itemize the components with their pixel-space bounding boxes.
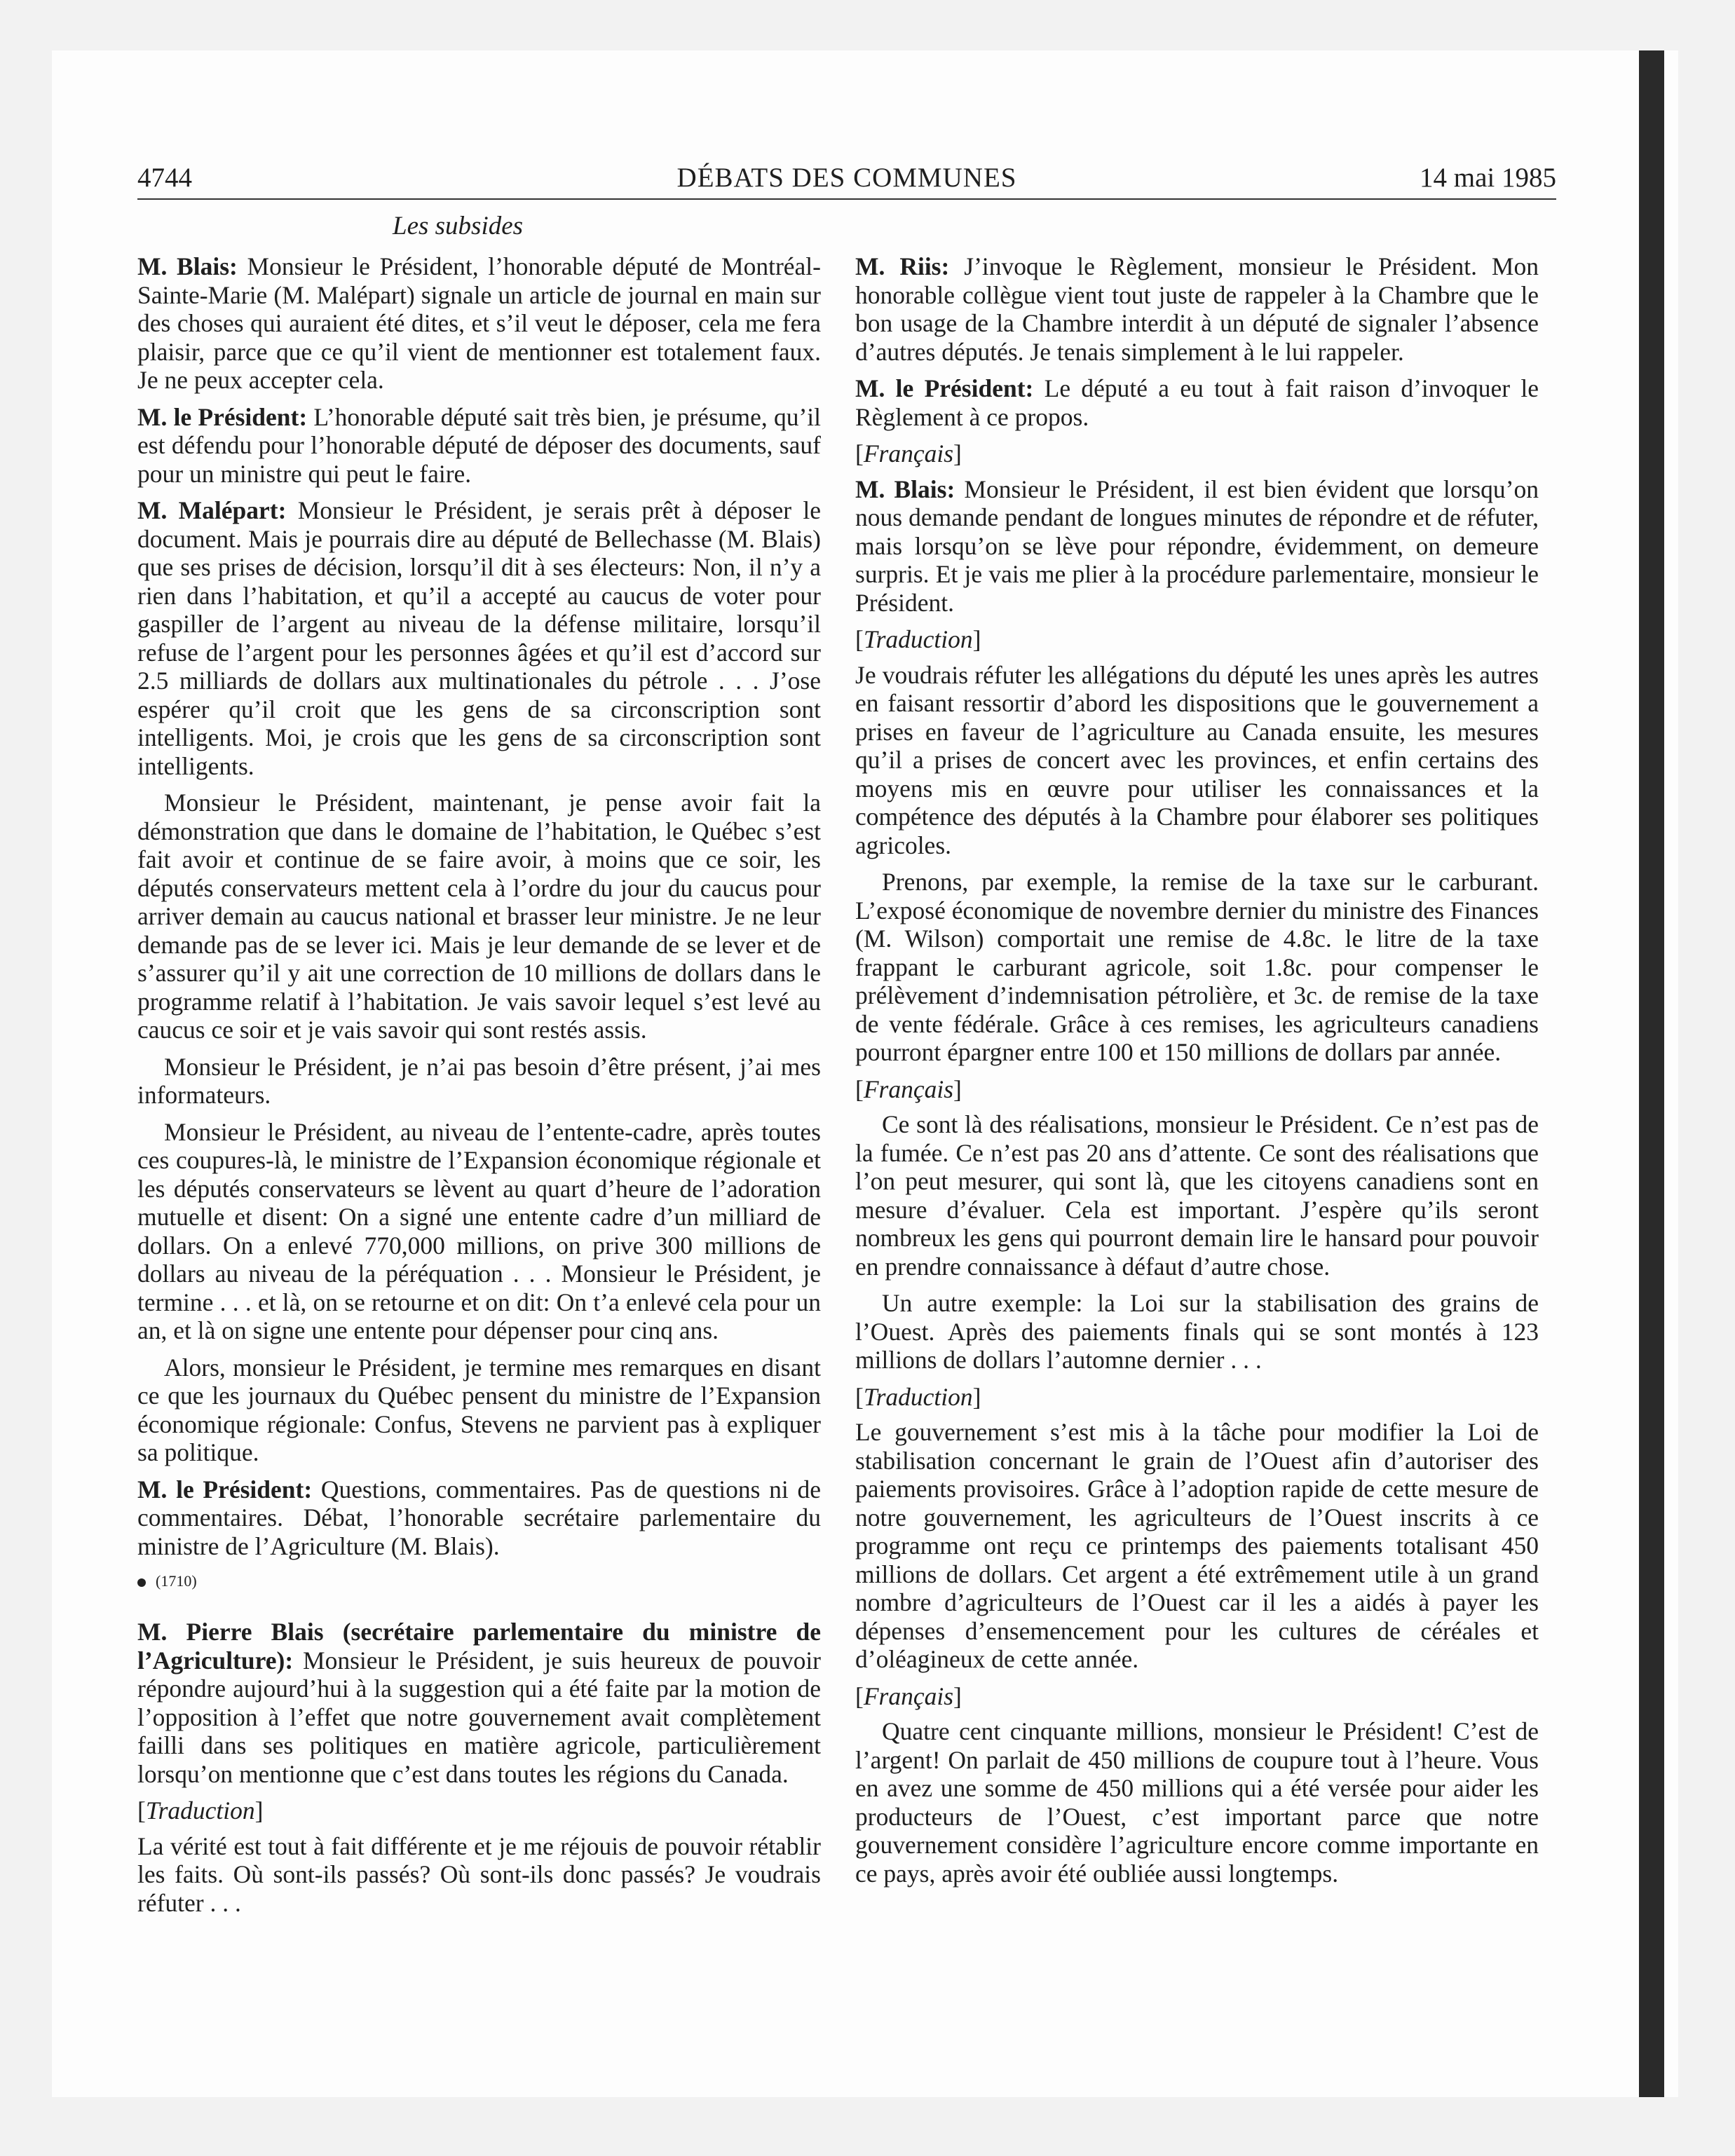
speaker-name: M. Malépart: [137, 496, 287, 524]
paragraph [137, 252, 821, 395]
language-tag-text: Traduction [863, 625, 973, 653]
speech-text: J’invoque le Règlement, monsieur le Président. Mon honorable collègue vient tout juste de rappeler à la Chambre que le bon usage de la Chambre interdit à un député de signaler l’absence d’autres députés. Je tenais simplement à le lui rappeler. [855, 252, 1539, 366]
paragraph: Un autre exemple: la Loi sur la stabilisation des grains de l’Ouest. Après des paiements finals qui se sont montés à 123 millions de dollars l’automne dernier . . . [855, 1289, 1539, 1374]
speech-text: Le député a eu tout à fait raison d’invoquer le Règlement à ce propos. [855, 374, 1539, 431]
speaker-name: M. Blais: [855, 475, 955, 503]
language-tag: [Traduction] [855, 625, 981, 653]
page-number: 4744 [137, 163, 192, 193]
paragraph: Monsieur le Président, je n’ai pas besoin d’être présent, j’ai mes informateurs. [137, 1052, 821, 1109]
language-tag-text: Français [863, 439, 954, 468]
time-marker-text: (1710) [156, 1572, 197, 1590]
speaker-name: M. le Président: [137, 402, 308, 431]
paragraph: Je voudrais réfuter les allégations du député les unes après les autres en faisant ressortir d’abord les dispositions que le gouvernement a prises en faveur de l’agriculture au Canada ensuite, les mesures qu’il a prises de concert avec les provinces, et enfin certains des moyens mis en œuvre pour utiliser les connaissances et la compétence des députés à la Chambre pour élaborer ses politiques agricoles. [855, 660, 1539, 859]
paragraph [855, 374, 1539, 431]
section-subtitle: Les subsides [393, 212, 524, 240]
language-tag-text: Français [863, 1074, 954, 1103]
language-tag: [Traduction] [137, 1796, 264, 1824]
speech-text: Monsieur le Président, l’honorable député de Montréal-Sainte-Marie (M. Malépart) signale un article de journal en main sur des choses qui auraient été dites, et s’il veut le déposer, cela me fera plaisir, parce que ce qu’il vient de mentionner est totalement faux. Je ne peux accepter cela. [137, 252, 821, 394]
language-tag: [Traduction] [855, 1382, 981, 1411]
paragraph: Alors, monsieur le Président, je termine mes remarques en disant ce que les journaux du Québec pensent du ministre de l’Expansion économique régionale: Confus, Stevens ne parvient pas à expliquer sa politique. [137, 1353, 821, 1466]
paragraph: Le gouvernement s’est mis à la tâche pour modifier la Loi de stabilisation concernant le grain de l’Ouest afin d’autoriser des paiements provisoires. Grâce à l’adoption rapide de cette mesure de notre gouvernement, les agriculteurs de l’Ouest inscrits à ce programme ont reçu ce printemps des paiements totalisant 450 millions de dollars. Cet argent a été extrêmement utile à un grand nombre d’agriculteurs de l’Ouest car il les a aidés à payer les dépenses d’ensemencement pour les cultures de céréales et d’oléagineux de cette année. [855, 1418, 1539, 1673]
page-header [137, 160, 1556, 196]
speaker-name: M. le Président: [137, 1475, 313, 1503]
speaker-name: M. Blais: [137, 252, 238, 280]
time-marker [137, 1569, 821, 1594]
paragraph: Monsieur le Président, au niveau de l’entente-cadre, après toutes ces coupures-là, le ministre de l’Expansion économique régionale et les députés conservateurs se lèvent au quart d’heure de l’adoration mutuelle et disent: On a signé une entente cadre d’un milliard de dollars. On a enlevé 770,000 millions, on prive 300 millions de dollars au niveau de la péréquation . . . Monsieur le Président, je termine . . . et là, on se retourne et on dit: On t’a enlevé cela pour un an, et là on signe une entente pour dépenser pour cinq ans. [137, 1117, 821, 1344]
paragraph: Prenons, par exemple, la remise de la taxe sur le carburant. L’exposé économique de novembre dernier du ministre des Finances (M. Wilson) comportait une remise de 4.8c. le litre de la taxe frappant le carburant agricole, soit 1.8c. pour compenser le prélèvement d’indemnisation pétrolière, et 3c. de remise de la taxe de vente fédérale. Grâce à ces remises, les agriculteurs canadiens pourront épargner entre 100 et 150 millions de dollars par année. [855, 868, 1539, 1066]
paragraph: Ce sont là des réalisations, monsieur le Président. Ce n’est pas de la fumée. Ce n’est pas 20 ans d’attente. Ce sont des réalisations que l’on peut mesurer, qui sont là, que les citoyens canadiens sont en mesure d’évaluer. Cela est important. J’espère qu’ils seront nombreux les gens qui pourront demain lire le hansard pour pouvoir en prendre connaissance à défaut d’autre chose. [855, 1110, 1539, 1281]
paragraph: La vérité est tout à fait différente et je me réjouis de pouvoir rétablir les faits. Où sont-ils passés? Où sont-ils donc passés? Je voudrais réfuter . . . [137, 1831, 821, 1917]
speaker-name: M. Riis: [855, 252, 950, 280]
language-tag-text: Traduction [863, 1382, 973, 1411]
paragraph [137, 1475, 821, 1561]
speech-text: L’honorable député sait très bien, je présume, qu’il est défendu pour l’honorable député de déposer des documents, sauf pour un ministre qui peut le faire. [137, 402, 822, 488]
paragraph [855, 252, 1539, 366]
left-column [137, 252, 821, 1925]
speech-text: Monsieur le Président, je serais prêt à déposer le document. Mais je pourrais dire au député de Bellechasse (M. Blais) que ses prises de décision, lorsqu’il dit à ses électeurs: Non, il n’y a rien dans l’habitation, et qu’il a accepté au caucus de voter pour gaspiller de l’argent au niveau de la défense militaire, lorsqu’il refuse de l’argent pour les personnes âgées et qu’il est d’accord sur 2.5 milliards de dollars aux multinationales du pétrole . . . J’ose espérer qu’il croit que les gens de sa circonscription sont intelligents. Moi, je crois que les gens de sa circonscription sont intelligents. [137, 496, 822, 780]
paragraph [855, 475, 1539, 618]
speaker-name: M. Pierre Blais (secrétaire parlementaire du ministre de l’Agriculture): [137, 1618, 821, 1674]
bullet-icon [137, 1578, 146, 1587]
speaker-name: M. le Président: [855, 374, 1034, 402]
header-rule [137, 198, 1556, 200]
publication-title: DÉBATS DES COMMUNES [676, 163, 1017, 193]
scan-edge-shadow [1639, 50, 1664, 2097]
paragraph: Quatre cent cinquante millions, monsieur le Président! C’est de l’argent! On parlait de 450 millions de coupure tout à l’heure. Vous en avez une somme de 450 millions qui a été versée pour aider les producteurs de l’Ouest, c’est important parce que notre gouvernement considère l’agriculture encore comme importante en ce pays, après avoir été oubliée aussi longtemps. [855, 1717, 1539, 1888]
right-column [855, 252, 1539, 1896]
paragraph [137, 496, 821, 780]
language-tag-text: Français [863, 1681, 954, 1710]
language-tag: [Français] [855, 439, 962, 468]
paragraph [137, 403, 821, 489]
paragraph: Monsieur le Président, maintenant, je pense avoir fait la démonstration que dans le domaine de l’habitation, le Québec s’est fait avoir et continue de se faire avoir, à moins que ce soir, les députés conservateurs mettent cela à l’ordre du jour du caucus pour arriver demain au caucus national et brasser leur ministre. Je ne leur demande pas de se lever ici. Mais je leur demande de se lever et de s’assurer qu’il y ait une correction de 10 millions de dollars dans le programme relatif à l’habitation. Je vais savoir lequel s’est levé au caucus ce soir et je vais savoir qui sont restés assis. [137, 789, 821, 1044]
speech-text: Monsieur le Président, je suis heureux de pouvoir répondre aujourd’hui à la suggestion qui a été faite par la motion de l’opposition à l’effet que notre gouvernement avait complètement failli dans ses politiques en matière agricole, particulièrement lorsqu’on mentionne que c’est dans toutes les régions du Canada. [137, 1646, 821, 1788]
paragraph [137, 1618, 821, 1788]
language-tag: [Français] [855, 1681, 962, 1710]
speech-text: Questions, commentaires. Pas de questions ni de commentaires. Débat, l’honorable secrétaire parlementaire du ministre de l’Agriculture (M. Blais). [137, 1475, 822, 1560]
language-tag: [Français] [855, 1074, 962, 1103]
publication-date: 14 mai 1985 [1420, 163, 1556, 193]
speech-text: Monsieur le Président, il est bien évident que lorsqu’on nous demande pendant de longues minutes de répondre et de réfuter, mais lorsqu’on se lève pour répondre, évidemment, on demeure surpris. Et je vais me plier à la procédure parlementaire, monsieur le Président. [855, 475, 1539, 617]
language-tag-text: Traduction [145, 1796, 255, 1824]
